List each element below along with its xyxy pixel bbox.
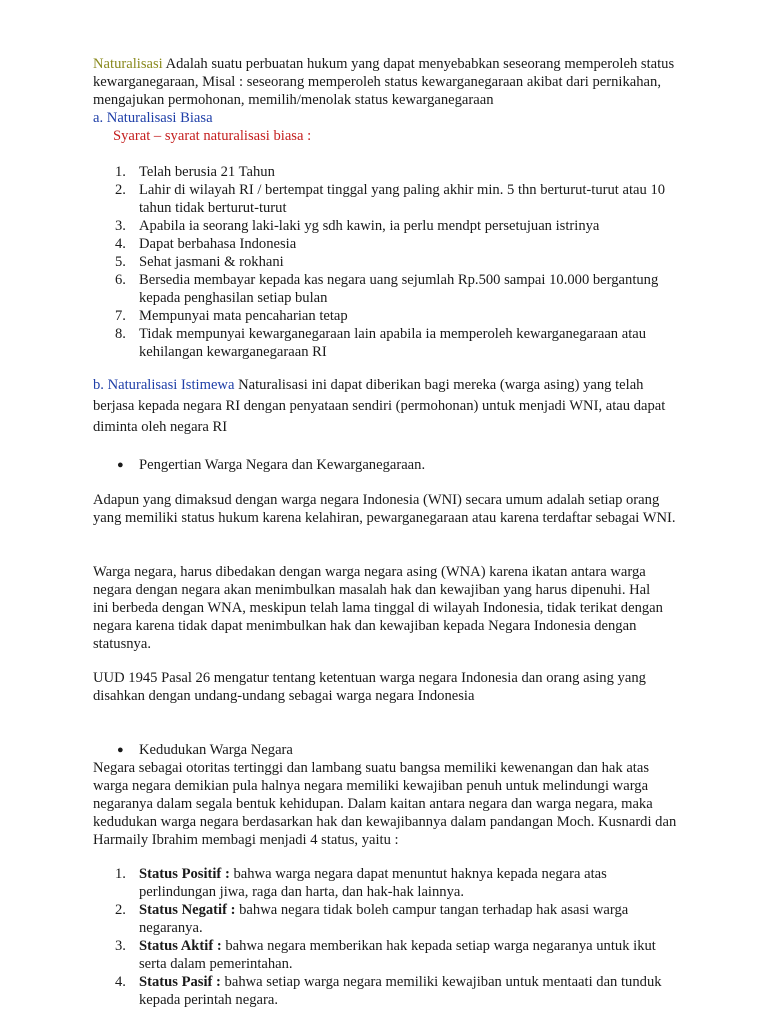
list-item: 7. Mempunyai mata pencaharian tetap — [115, 308, 348, 324]
list-item: 2. Status Negatif : bahwa negara tidak boleh campur tangan terhadap hak asasi warga negaranya. — [115, 902, 629, 936]
list-item: 3. Apabila ia seorang laki-laki yg sdh kawin, ia perlu mendpt persetujuan istrinya — [115, 218, 600, 234]
intro-paragraph — [93, 55, 693, 109]
intro-term: Naturalisasi — [93, 56, 163, 72]
paragraph: Negara sebagai otoritas tertinggi dan lambang suatu bangsa memiliki kewenangan dan hak atas warga negara demikian pula halnya negara memiliki kewajiban penuh untuk melindungi warga negaranya dalam segala bentuk kehidupan. Dalam kaitan antara negara dan warga negara, maka kedudukan warga negara berdasarkan hak dan kewajibannya dalam pandangan Moch. Kusnardi dan Harmaily Ibrahim membagi menjadi 4 status, yaitu : — [93, 760, 677, 848]
section-a-list — [93, 163, 683, 361]
list-item: 4. Dapat berbahasa Indonesia — [115, 236, 297, 252]
list-item: 2. Lahir di wilayah RI / bertempat tinggal yang paling akhir min. 5 thn berturut-turut atau 10 tahun tidak berturut-turut — [115, 182, 666, 216]
list-item: 8. Tidak mempunyai kewarganegaraan lain apabila ia memperoleh kewarganegaraan atau kehilangan kewarganegaraan RI — [115, 326, 647, 360]
list-item: 1. Telah berusia 21 Tahun — [115, 164, 275, 180]
list-item: 3. Status Aktif : bahwa negara memberikan hak kepada setiap warga negaranya untuk ikut serta dalam pemerintahan. — [115, 938, 656, 972]
section-a-heading: a. Naturalisasi Biasa — [93, 110, 213, 126]
list-item: 4. Status Pasif : bahwa setiap warga negara memiliki kewajiban untuk mentaati dan tunduk kepada perintah negara. — [115, 974, 662, 1008]
section-b-heading: b. Naturalisasi Istimewa — [93, 377, 235, 393]
status-list — [107, 865, 667, 1009]
paragraph: Warga negara, harus dibedakan dengan warga negara asing (WNA) karena ikatan antara warga negara dengan negara akan menimbulkan masalah hak dan kewajiban yang harus dipenuhi. Hal ini berbeda dengan WNA, meskipun telah lama tinggal di wilayah Indonesia, tidak terikat dengan negara karena tidak dapat menimbulkan hak dan kewajiban kepada Negara Indonesia dengan statusnya. — [93, 564, 663, 652]
bullet-item: ● Kedudukan Warga Negara — [117, 742, 293, 758]
list-item: 6. Bersedia membayar kepada kas negara uang sejumlah Rp.500 sampai 10.000 bergantung kepada penghasilan setiap bulan — [115, 272, 659, 306]
paragraph: UUD 1945 Pasal 26 mengatur tentang ketentuan warga negara Indonesia dan orang asing yang disahkan dengan undang-undang sebagai warga negara Indonesia — [93, 670, 646, 704]
section-a-subheading: Syarat – syarat naturalisasi biasa : — [113, 128, 312, 144]
section-b-paragraph — [93, 375, 683, 438]
list-item: 1. Status Positif : bahwa warga negara dapat menuntut haknya kepada negara atas perlindungan jiwa, raga dan harta, dan hak-hak lainnya. — [115, 866, 607, 900]
bullet-icon: ● — [117, 744, 124, 756]
intro-text: Adalah suatu perbuatan hukum yang dapat menyebabkan seseorang memperoleh status kewarganegaraan, Misal : seseorang memperoleh status kewarganegaraan akibat dari pernikahan, mengajukan permohonan, memilih/menolak status kewarganegaraan — [93, 56, 675, 108]
section-b-text: Naturalisasi ini dapat diberikan bagi mereka (warga asing) yang telah berjasa kepada negara RI dengan penyataan sendiri (permohonan) untuk menjadi WNI, atau dapat diminta oleh negara RI — [93, 377, 666, 435]
list-item: 5. Sehat jasmani & rokhani — [115, 254, 284, 270]
bullet-icon: ● — [117, 459, 124, 471]
paragraph: Adapun yang dimaksud dengan warga negara Indonesia (WNI) secara umum adalah setiap orang yang memiliki status hukum karena kelahiran, pewarganegaraan atau karena terdaftar sebagai WNI. — [93, 492, 676, 526]
bullet-item: ● Pengertian Warga Negara dan Kewarganegaraan. — [117, 457, 426, 473]
